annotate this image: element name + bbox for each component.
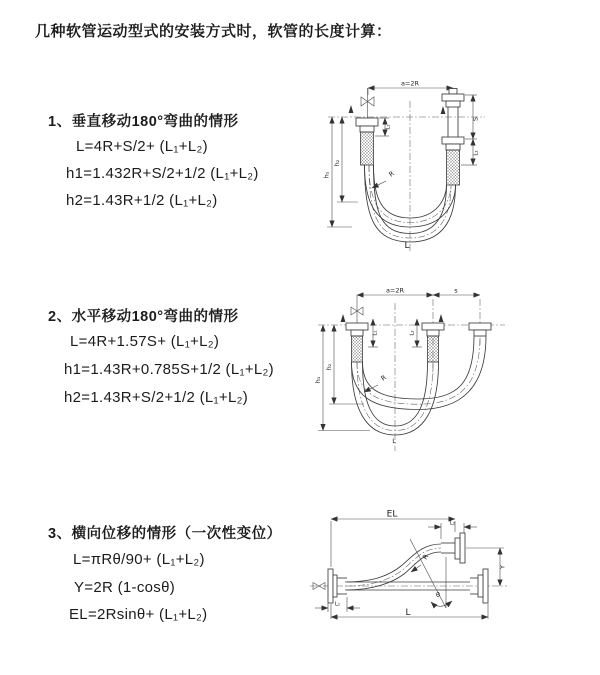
section-2-heading: 2、水平移动180°弯曲的情形 xyxy=(48,309,239,325)
middle-hose-fitting xyxy=(422,323,444,362)
movement-arrows xyxy=(349,105,446,114)
dimension-l1 xyxy=(368,319,379,347)
valve-icon xyxy=(361,88,374,118)
section-1-formula-l: L=4R+S/2+ (L₁+L₂) xyxy=(76,138,208,155)
hose-u-curves xyxy=(352,336,487,435)
dimension-h1 xyxy=(323,117,353,227)
dimension-l xyxy=(331,601,488,619)
section-3-formula-el: EL=2Rsinθ+ (L₁+L₂) xyxy=(69,606,208,623)
length-label: L xyxy=(404,241,410,251)
right-hose-fitting xyxy=(469,323,491,336)
dim-h1-label: h₁ xyxy=(314,376,322,384)
s-curve-hose xyxy=(345,544,441,590)
centerlines xyxy=(328,101,485,253)
dimension-s xyxy=(465,95,480,139)
dim-y-label: Y xyxy=(498,565,507,569)
dimension-l2 xyxy=(410,319,423,347)
section-3-formula-y: Y=2R (1-cosθ) xyxy=(74,579,176,596)
dim-h2-label: h₂ xyxy=(333,159,341,167)
dim-a2r-label: a=2R xyxy=(400,79,420,88)
section-1-formula-h2: h2=1.43R+1/2 (L₁+L₂) xyxy=(66,192,218,209)
centerlines xyxy=(318,299,505,451)
dim-l1-label: L₁ xyxy=(385,124,392,130)
left-hose-fitting xyxy=(356,118,378,165)
angle-theta-label: θ xyxy=(436,591,440,599)
dim-a2r-label: a=2R xyxy=(385,286,405,295)
page-title: 几种软管运动型式的安装方式时，软管的长度计算： xyxy=(35,23,392,40)
radius-label: R xyxy=(421,552,431,562)
radius-callout xyxy=(372,169,396,188)
radius-label: R xyxy=(387,169,396,179)
section-2-formula-h1: h1=1.43R+0.785S+1/2 (L₁+L₂) xyxy=(64,361,274,378)
dimension-l2 xyxy=(428,521,477,540)
dim-h1-label: h₁ xyxy=(322,171,331,179)
section-1-heading: 1、垂直移动180°弯曲的情形 xyxy=(48,114,239,130)
section-3-heading: 3、横向位移的情形（一次性变位） xyxy=(48,526,282,542)
radius-label: R xyxy=(379,373,388,383)
diagram-lateral-displacement xyxy=(300,505,600,640)
dimension-a2r xyxy=(368,80,453,96)
section-2-formula-h2: h2=1.43R+S/2+1/2 (L₁+L₂) xyxy=(64,389,249,406)
dim-s-label: S xyxy=(471,116,480,122)
dim-l1-label: L₁ xyxy=(372,330,379,336)
movement-arrows xyxy=(341,314,444,322)
section-1-formula-h1: h1=1.432R+S/2+1/2 (L₁+L₂) xyxy=(66,165,259,182)
displaced-end-flange xyxy=(441,533,465,563)
dim-s-label: s xyxy=(454,286,458,295)
dim-el-label: EL xyxy=(386,509,398,520)
dimension-h2 xyxy=(333,117,358,202)
dim-l2-label: L₂ xyxy=(409,330,416,336)
dimension-l1 xyxy=(315,597,360,612)
dim-l2-label: L₂ xyxy=(473,150,480,156)
dim-l2-label: L₂ xyxy=(449,520,456,527)
dim-l1-label: L₁ xyxy=(334,601,341,608)
left-hose-fitting xyxy=(346,323,368,362)
length-label: L xyxy=(392,437,396,445)
section-2-formula-l: L=4R+1.57S+ (L₁+L₂) xyxy=(70,333,220,350)
dimension-s xyxy=(433,287,480,296)
valve-icon xyxy=(351,295,363,323)
right-hose-fitting xyxy=(442,89,464,186)
section-3-formula-l: L=πRθ/90+ (L₁+L₂) xyxy=(73,551,205,568)
diagram-horizontal-180-bend xyxy=(310,285,600,460)
dim-l-label: L xyxy=(405,608,411,618)
dimension-a2r xyxy=(357,287,433,296)
diagram-vertical-180-bend xyxy=(310,75,600,260)
dim-h2-label: h₂ xyxy=(325,363,333,371)
dimension-el xyxy=(331,510,455,568)
